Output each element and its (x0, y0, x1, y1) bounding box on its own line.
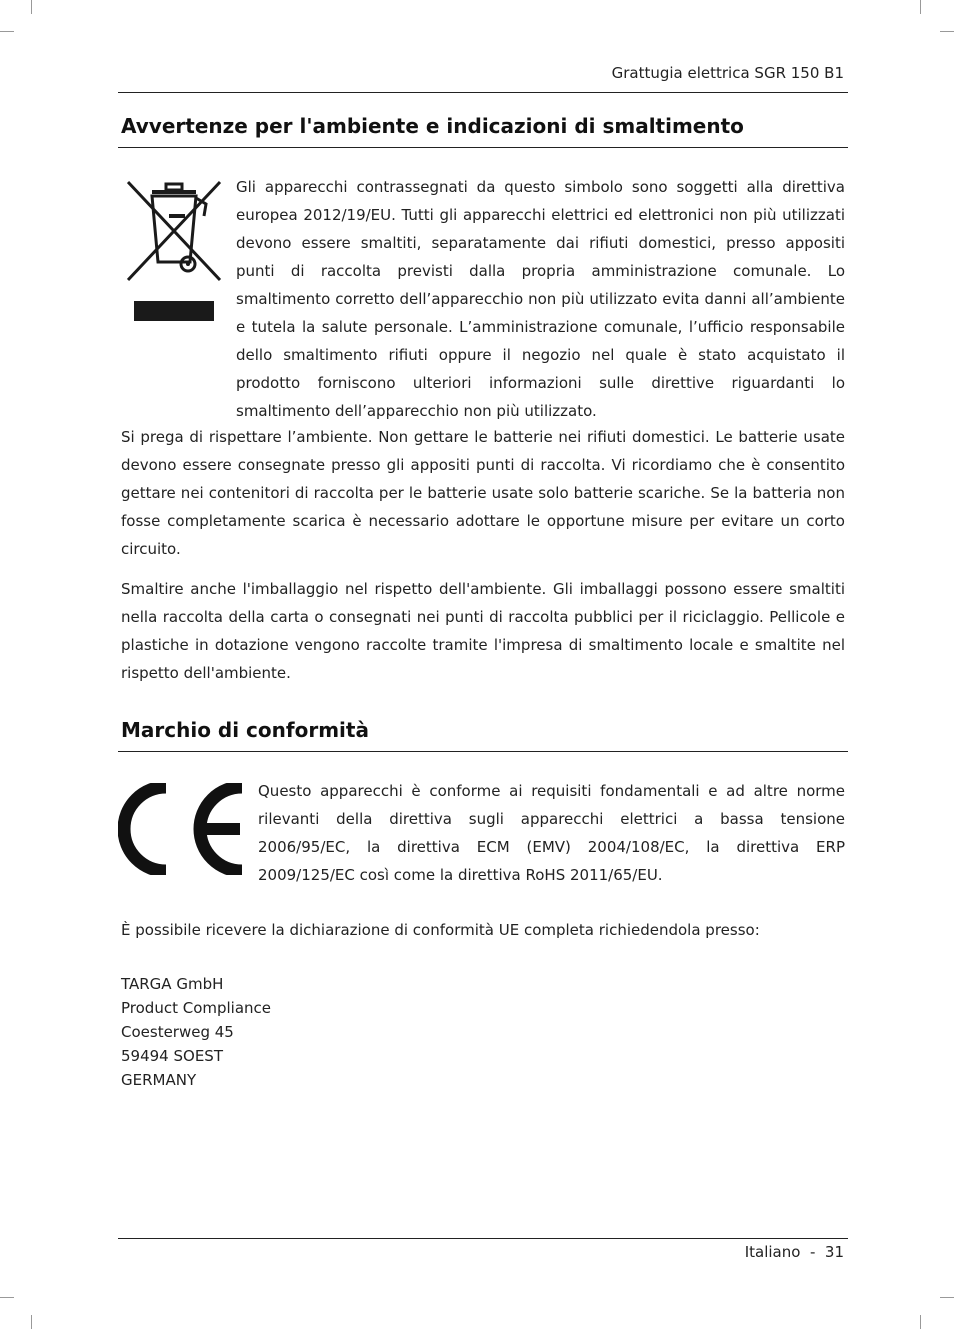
crop-mark (920, 1315, 921, 1329)
crop-mark (940, 31, 954, 32)
footer-rule (118, 1238, 848, 1239)
declaration-paragraph: È possibile ricevere la dichiarazione di conformità UE completa richiedendola presso: (121, 921, 760, 939)
crop-mark (31, 0, 32, 14)
ce-mark-icon (118, 783, 246, 875)
page-number: Italiano - 31 (744, 1243, 844, 1261)
address-line: GERMANY (121, 1071, 197, 1089)
ce-paragraph: Questo apparecchi è conforme ai requisiti fondamentali e ad altre norme rilevanti della direttiva sugli apparecchi elettrici a bassa tensione 2006/95/EC, la direttiva ECM (EMV) 2004/108/EC, la direttiva ERP 2009/125/EC così come la direttiva RoHS 2011/65/EU. (258, 782, 845, 884)
address-line: 59494 SOEST (121, 1047, 223, 1065)
running-header: Grattugia elettrica SGR 150 B1 (611, 64, 844, 82)
header-rule (118, 92, 848, 93)
address-line: TARGA GmbH (121, 975, 224, 993)
section-heading-conformity: Marchio di conformità (121, 718, 369, 742)
address-line: Coesterweg 45 (121, 1023, 234, 1041)
crop-mark (31, 1315, 32, 1329)
batteries-paragraph: Si prega di rispettare l’ambiente. Non gettare le batterie nei rifiuti domestici. Le batterie usate devono essere consegnate presso gli appositi punti di raccolta. Vi ricordiamo che è consentito gettare nei contenitori di raccolta per le batterie usate solo batterie scariche. Se la batteria non fosse completamente scarica è necessario adottare le opportune misure per evitare un corto circuito. (121, 428, 845, 558)
crop-mark (0, 31, 14, 32)
weee-crossed-bin-icon (122, 176, 226, 324)
section-rule (118, 147, 848, 148)
crop-mark (0, 1297, 14, 1298)
crop-mark (940, 1297, 954, 1298)
address-block (121, 972, 271, 1092)
section-heading-environment: Avvertenze per l'ambiente e indicazioni di smaltimento (121, 114, 744, 138)
address-line: Product Compliance (121, 999, 272, 1017)
crop-mark (920, 0, 921, 14)
weee-paragraph: Gli apparecchi contrassegnati da questo simbolo sono soggetti alla direttiva europea 2012/19/EU. Tutti gli apparecchi elettrici ed elettronici non più utilizzati devono essere smaltiti, separatamente dai rifiuti domestici, presso appositi punti di raccolta previsti dalla propria amministrazione comunale. Lo smaltimento corretto dell’apparecchio non più utilizzato evita danni all’ambiente e tutela la salute personale. L’amministrazione comunale, l’ufficio responsabile dello smaltimento rifiuti oppure il negozio nel quale è stato acquistato il prodotto forniscono ulteriori informazioni sulle direttive riguardanti lo smaltimento dell’apparecchio non più utilizzato. (236, 178, 845, 420)
section-rule (118, 751, 848, 752)
packaging-paragraph: Smaltire anche l'imballaggio nel rispetto dell'ambiente. Gli imballaggi possono essere smaltiti nella raccolta della carta o consegnati nei punti di raccolta pubblici per il riciclaggio. Pellicole e plastiche in dotazione vengono raccolte tramite l'impresa di smaltimento locale e smaltite nel rispetto dell'ambiente. (121, 580, 845, 682)
